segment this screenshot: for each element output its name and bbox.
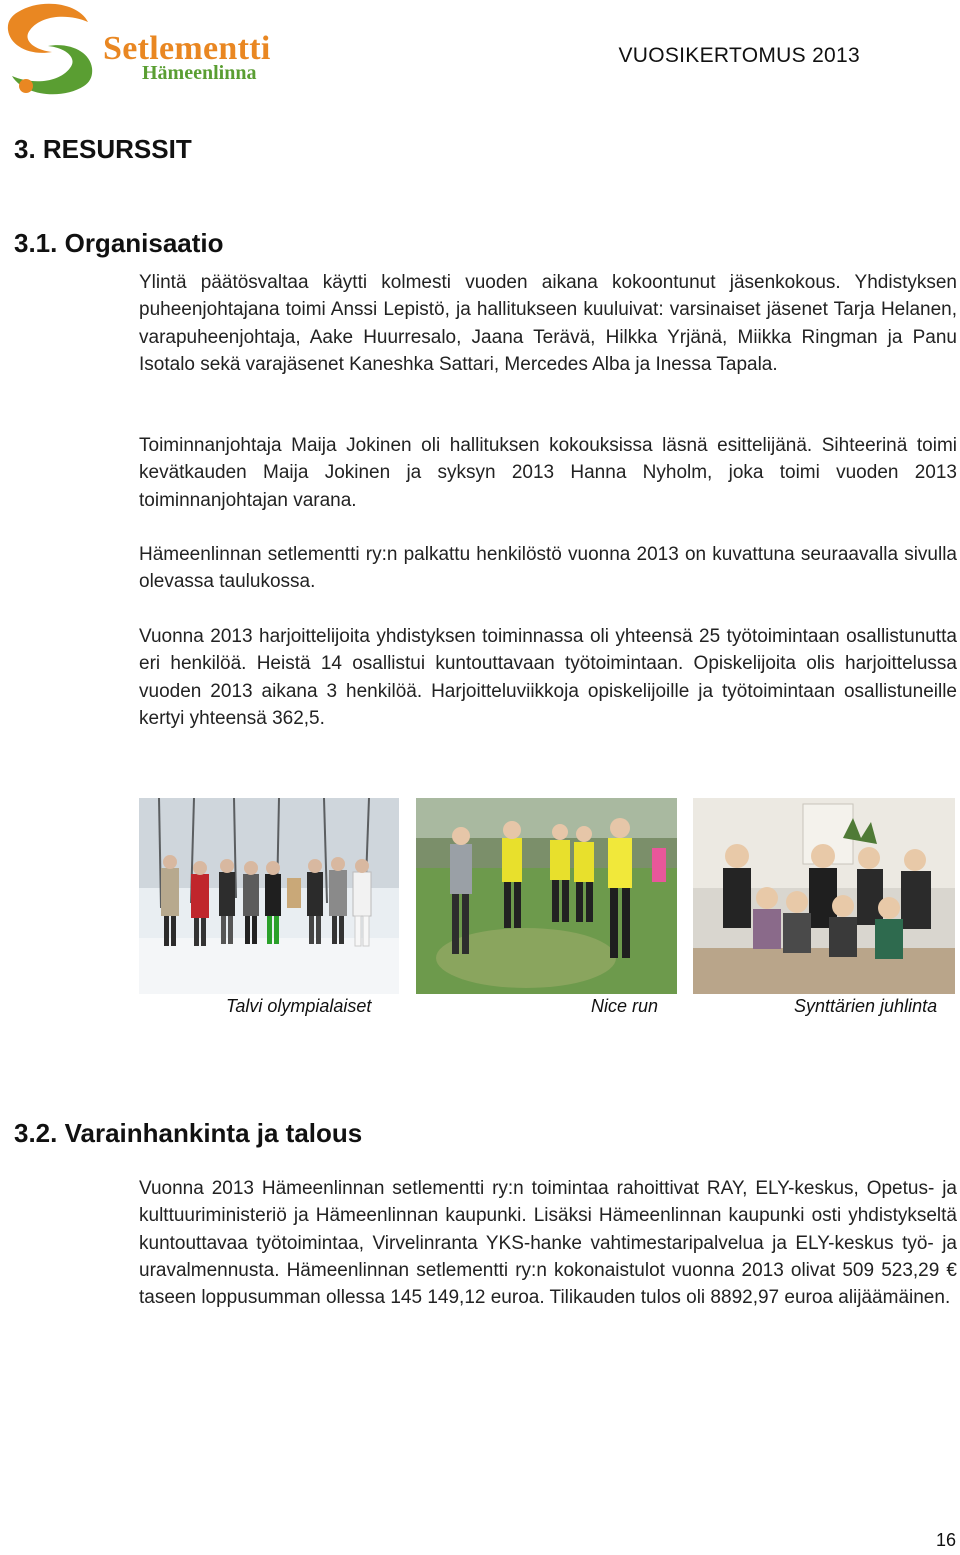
- funding-paragraph: Vuonna 2013 Hämeenlinnan setlementti ry:n toimintaa rahoittivat RAY, ELY-keskus, Opetus- ja kulttuuriministeriö ja Hämeenlinnan kaupunki. Lisäksi Hämeenlinnan kaupunki osti yhdistykseltä kuntouttavaa työtoimintaa, Virvelinranta YKS-hanke vahtimestaripalvelua ja ELY-keskus työ- ja uravalmennusta. Hämeenlinnan setlementti ry:n kokonaistulot vuonna 2013 olivat 509 523,29 € taseen loppusumman ollessa 145 149,12 euroa. Tilikauden tulos oli 8892,97 euroa alijäämäinen.: [139, 1178, 957, 1309]
- photo-nice-run: [416, 798, 677, 994]
- photo-caption-winter-olympics: Talvi olympialaiset: [226, 996, 372, 1016]
- organisation-paragraph-4: Vuonna 2013 harjoittelijoita yhdistyksen toiminnassa oli yhteensä 25 työtoimintaan osallistunutta eri henkilöä. Heistä 14 osallistui kuntouttavaan työtoimintaan. Opiskelijoita olis harjoittelussa vuoden 2013 aikana 3 henkilöä. Harjoitteluviikkoja opiskelijoille ja työtoimintaan osallistuneille kertyi yhteensä 362,5.: [139, 626, 957, 729]
- report-title: VUOSIKERTOMUS 2013: [618, 44, 860, 67]
- photo-caption-nice-run: Nice run: [591, 996, 659, 1016]
- logo-subtitle: Hämeenlinna: [142, 62, 257, 84]
- photo-birthday-party: [693, 798, 955, 994]
- page-number: 16: [935, 1530, 956, 1550]
- section-title: 3. RESURSSIT: [14, 134, 192, 164]
- page-header: [0, 0, 960, 100]
- photo-caption-birthday-party: Synttärien juhlinta: [794, 996, 938, 1016]
- funding-heading: 3.2. Varainhankinta ja talous: [14, 1118, 363, 1148]
- logo-name: Setlementti: [103, 30, 271, 67]
- organisation-paragraph-1: Ylintä päätösvaltaa käytti kolmesti vuoden aikana kokoontunut jäsenkokous. Yhdistyksen puheenjohtajana toimi Anssi Lepistö, ja hallitukseen kuuluivat: varsinaiset jäsenet Tarja Helanen, varapuheenjohtaja, Aake Huurresalo, Jaana Terävä, Hilkka Yrjänä, Miikka Ringman ja Panu Isotalo sekä varajäsenet Kaneshka Sattari, Mercedes Alba ja Inessa Tapala.: [139, 272, 957, 375]
- setlementti-logo: [0, 0, 270, 98]
- organisation-paragraph-3: Hämeenlinnan setlementti ry:n palkattu henkilöstö vuonna 2013 on kuvattuna seuraavalla sivulla olevassa taulukossa.: [139, 544, 957, 593]
- hands-logo-icon: [0, 0, 100, 98]
- organisation-heading: 3.1. Organisaatio: [14, 228, 224, 258]
- photo-winter-olympics: [139, 798, 399, 994]
- organisation-paragraph-2: Toiminnanjohtaja Maija Jokinen oli hallituksen kokouksissa läsnä esittelijänä. Sihteerinä toimi kevätkauden Maija Jokinen ja syksyn 2013 Hanna Nyholm, joka toimi vuoden 2013 toiminnanjohtajan varana.: [139, 435, 957, 511]
